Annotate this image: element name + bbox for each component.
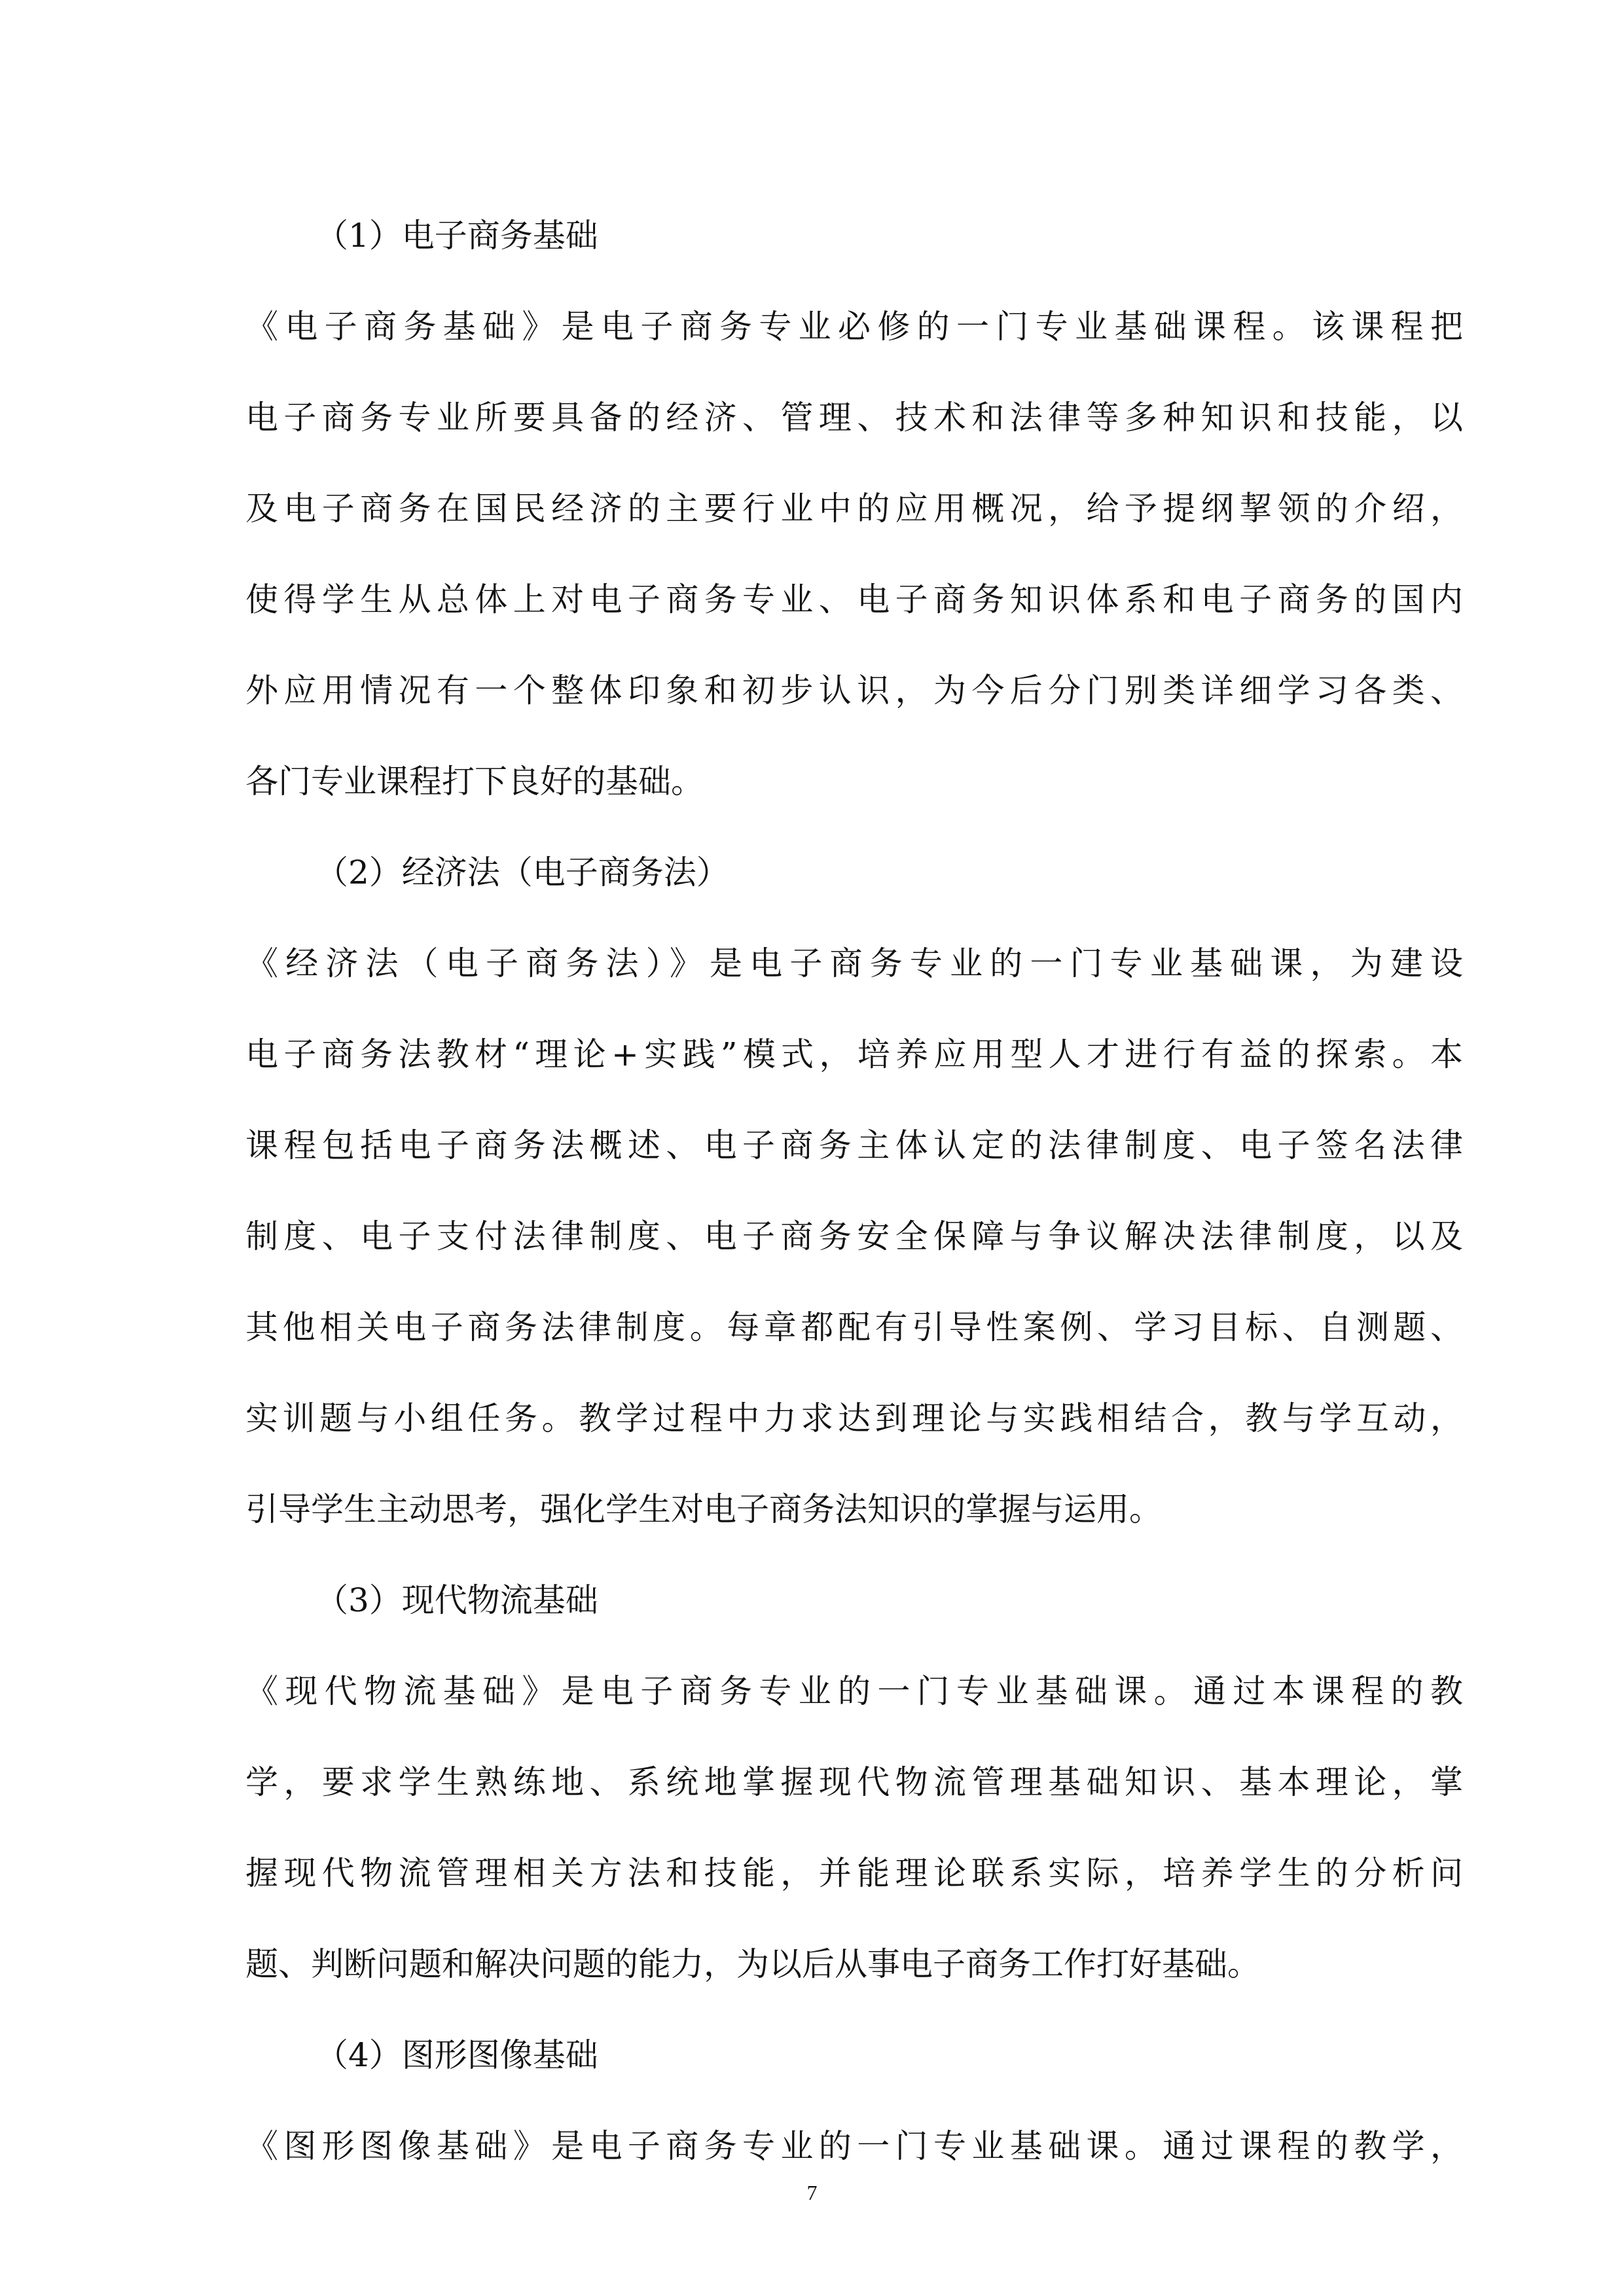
paragraph-line: 实训题与小组任务。教学过程中力求达到理论与实践相结合，教与学互动， [245,1399,1463,1437]
paragraph-line: 课程包括电子商务法概述、电子商务主体认定的法律制度、电子签名法律 [245,1126,1463,1164]
paragraph-line: 电子商务法教材“理论+实践”模式，培养应用型人才进行有益的探索。本 [245,1035,1463,1073]
paragraph-line: 引导学生主动思考，强化学生对电子商务法知识的掌握与运用。 [245,1490,1162,1528]
paragraph-line: 《图形图像基础》是电子商务专业的一门专业基础课。通过课程的教学， [245,2127,1463,2165]
paragraph-line: 及电子商务在国民经济的主要行业中的应用概况，给予提纲挈领的介绍， [245,490,1463,528]
paragraph-line: 题、判断问题和解决问题的能力，为以后从事电子商务工作打好基础。 [245,1945,1260,1983]
paragraph-line: 各门专业课程打下良好的基础。 [245,762,704,800]
paragraph-line: 学，要求学生熟练地、系统地掌握现代物流管理基础知识、基本理论，掌 [245,1763,1463,1801]
paragraph-line: 电子商务专业所要具备的经济、管理、技术和法律等多种知识和技能，以 [245,399,1463,437]
paragraph-line: 《现代物流基础》是电子商务专业的一门专业基础课。通过本课程的教 [245,1672,1463,1710]
section-heading-2: （2）经济法（电子商务法） [316,853,729,891]
page-number: 7 [806,2181,818,2204]
section-heading-4: （4）图形图像基础 [316,2036,598,2074]
section-heading-1: （1）电子商务基础 [316,217,598,255]
paragraph-line: 使得学生从总体上对电子商务专业、电子商务知识体系和电子商务的国内 [245,581,1463,619]
paragraph-line: 制度、电子支付法律制度、电子商务安全保障与争议解决法律制度，以及 [245,1217,1463,1255]
paragraph-line: 外应用情况有一个整体印象和初步认识，为今后分门别类详细学习各类、 [245,672,1463,709]
paragraph-line: 《经济法（电子商务法）》是电子商务专业的一门专业基础课，为建设 [245,944,1463,982]
paragraph-line: 其他相关电子商务法律制度。每章都配有引导性案例、学习目标、自测题、 [245,1308,1463,1346]
section-heading-3: （3）现代物流基础 [316,1581,598,1619]
paragraph-line: 《电子商务基础》是电子商务专业必修的一门专业基础课程。该课程把 [245,308,1463,346]
paragraph-line: 握现代物流管理相关方法和技能，并能理论联系实际，培养学生的分析问 [245,1854,1463,1892]
